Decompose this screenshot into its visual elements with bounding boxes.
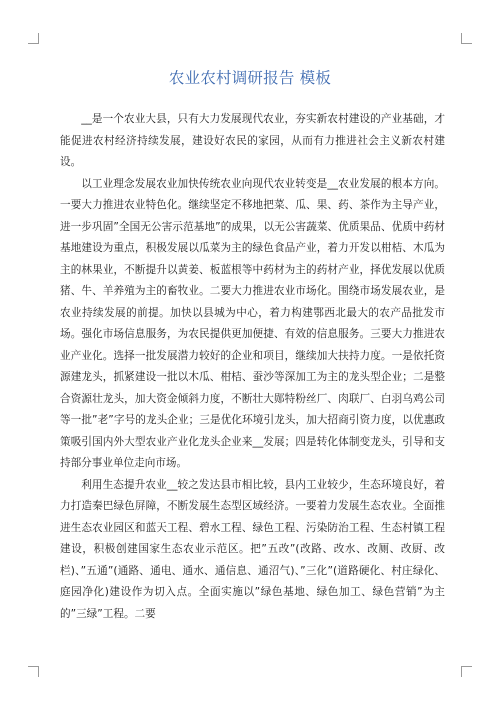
crop-mark-bottom-right	[461, 666, 472, 677]
crop-mark-top-left	[28, 33, 39, 44]
crop-mark-top-right	[461, 33, 472, 44]
paragraph-industrial-agriculture: 以工业理念发展农业加快传统农业向现代农业转变是__农业发展的根本方向。一要大力推进农业特色化。继续坚定不移地把菜、瓜、果、药、茶作为主导产业，进一步巩固”全国无公害示范基地”的成果，以无公害蔬菜、优质果品、优质中药材基地建设为重点，积极发展以瓜菜为主的绿色食品产业，着力开发以柑桔、木瓜为主的林果业，不断提升以黄姜、板蓝根等中药材为主的药材产业，择优发展以优质猪、牛、羊养殖为主的畜牧业。二要大力推进农业市场化。围绕市场发展农业，是农业持续发展的前提。加快以县城为中心，着力构建鄂西北最大的农产品批发市场。强化市场信息服务，为农民提供更加便捷、有效的信息服务。三要大力推进农业产业化。选择一批发展潜力较好的企业和项目，继续加大扶持力度。一是依托资源建龙头，抓紧建设一批以木瓜、柑桔、蚕沙等深加工为主的龙头型企业；二是整合资源壮龙头，加大资金倾斜力度，不断壮大郧特粉丝厂、肉联厂、白羽乌鸡公司等一批”老”字号的龙头企业；三是优化环境引龙头，加大招商引资力度，以优惠政策吸引国内外大型农业产业化龙头企业来__发展；四是转化体制变龙头，引导和支持部分事业单位走向市场。	[60, 177, 445, 469]
paragraph-ecological-agriculture: 利用生态提升农业__较之发达县市相比较，县内工业较少，生态环境良好，着力打造秦巴绿色屏障，不断发展生态型区域经济。一要着力发展生态农业。全面推进生态农业园区和蓝天工程、碧水工程、绿色工程、污染防治工程、生态村镇工程建设，积极创建国家生态农业示范区。把”五改”(改路、改水、改厕、改厨、改栏)、”五通”(通路、通电、通水、通信息、通沼气)、”三化”(道路硬化、村庄绿化、庭园净化)建设作为切入点。全面实施以”绿色基地、绿色加工、绿色营销”为主的”三绿”工程。二要	[60, 478, 445, 620]
document-title: 农业农村调研报告 模板	[168, 69, 332, 87]
crop-mark-bottom-left	[28, 666, 39, 677]
paragraph-intro: __是一个农业大县，只有大力发展现代农业，夯实新农村建设的产业基础，才能促进农村经济持续发展，建设好农民的家园，从而有力推进社会主义新农村建设。	[60, 113, 445, 168]
document-body	[60, 109, 445, 625]
